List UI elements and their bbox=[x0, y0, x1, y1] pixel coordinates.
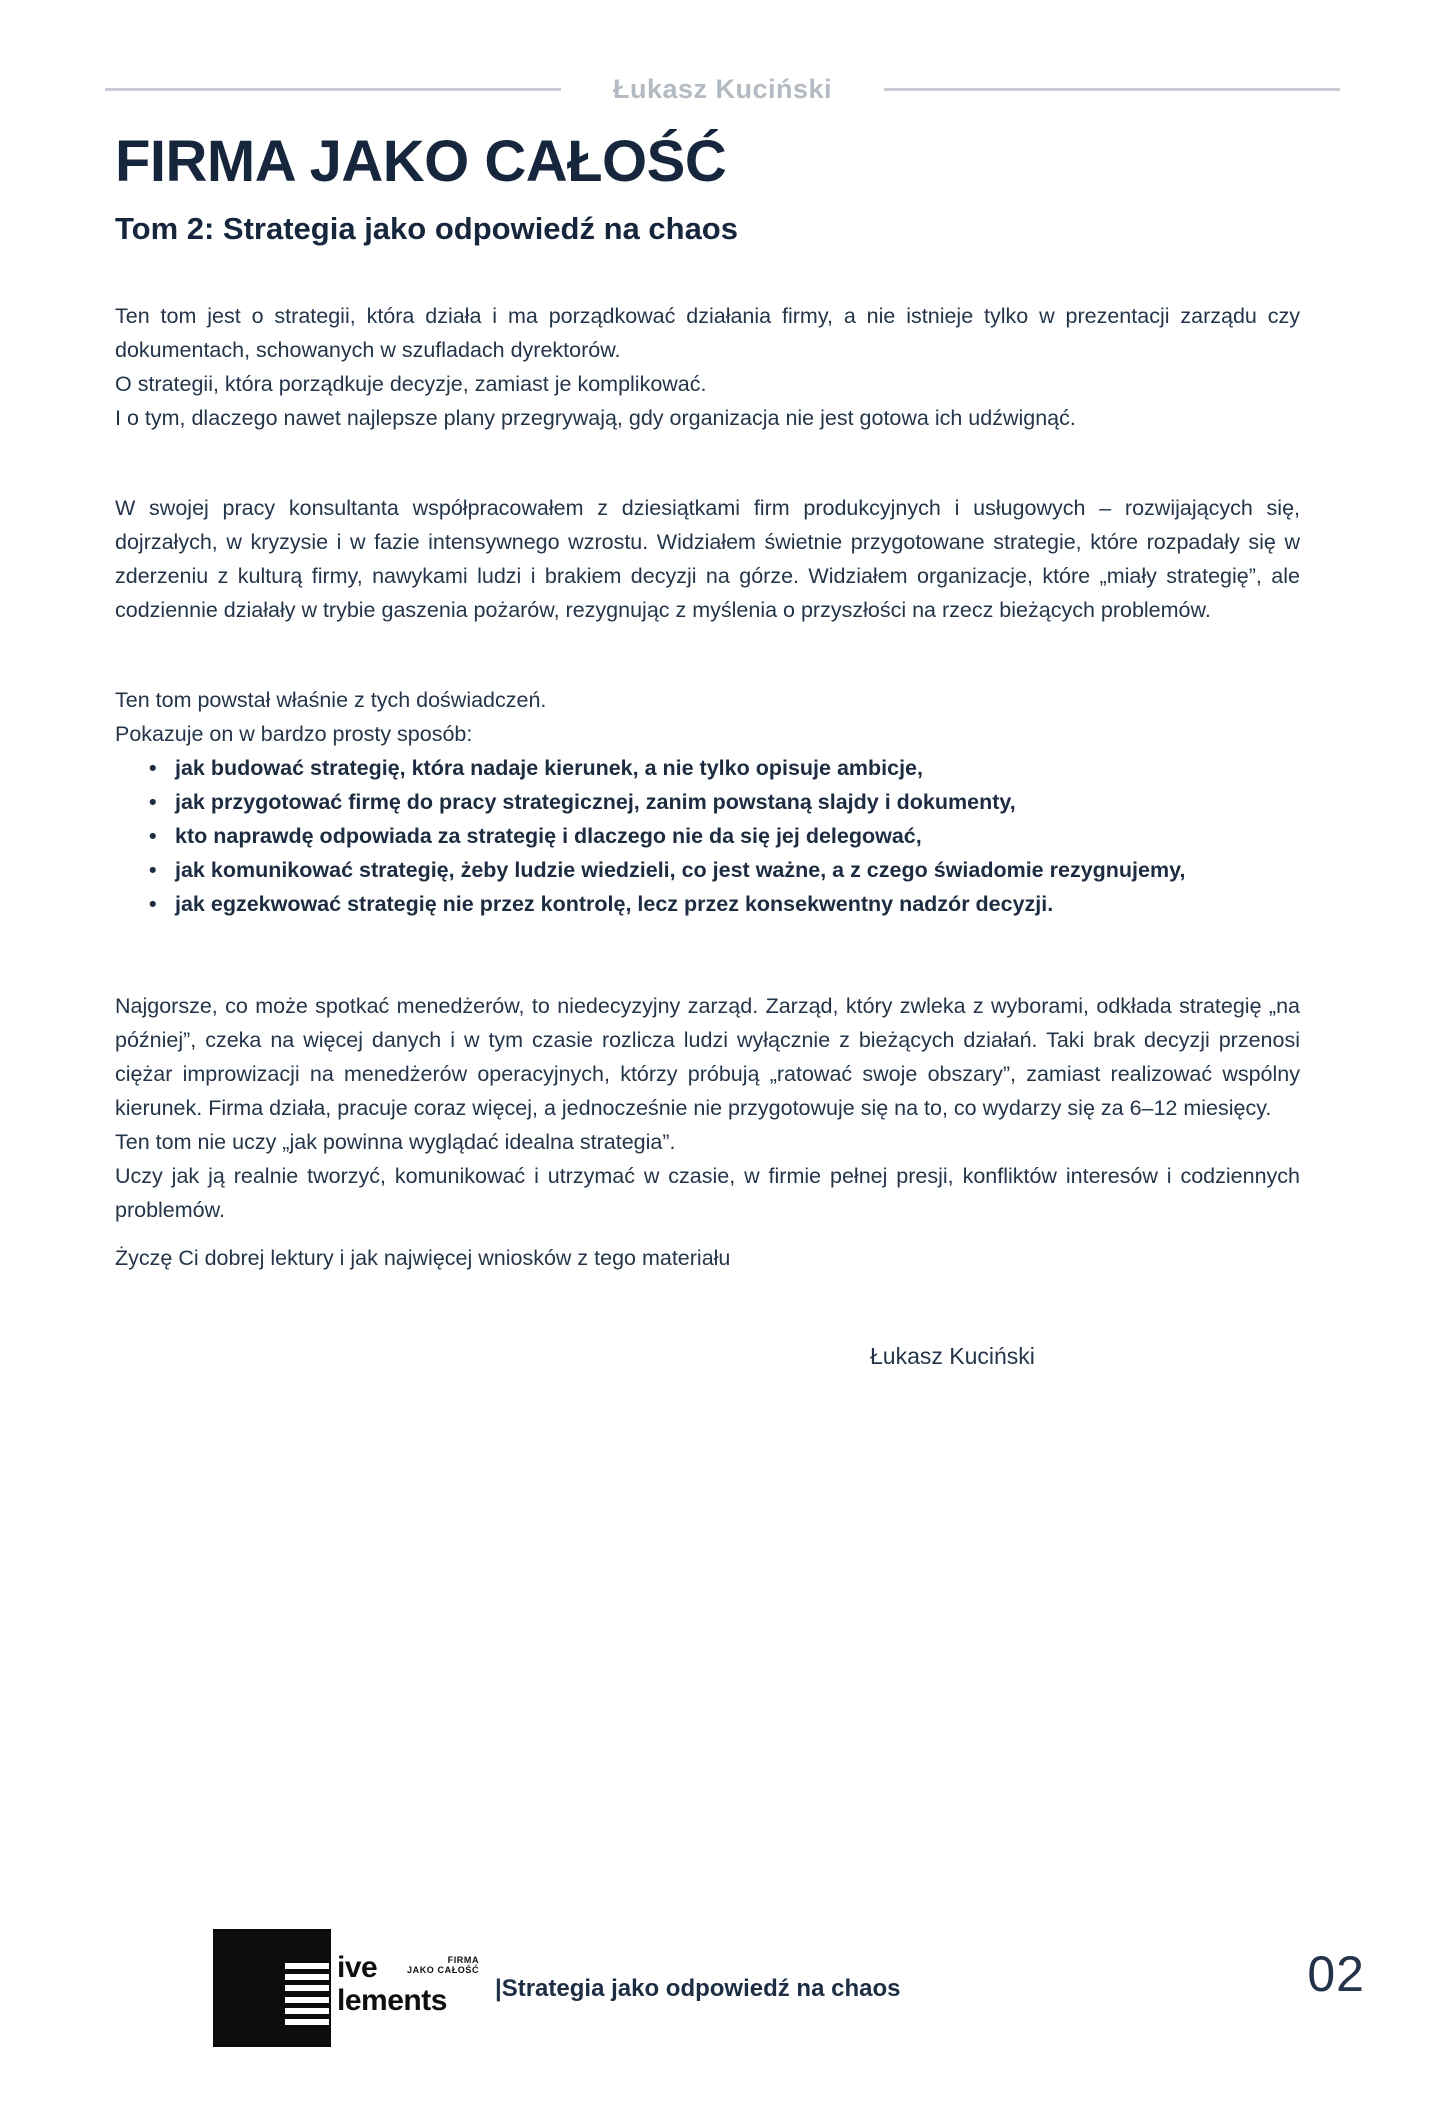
bullet-item: • kto naprawdę odpowiada za strategię i dlaczego nie da się jej delegować, bbox=[115, 819, 1300, 853]
page-title: FIRMA JAKO CAŁOŚĆ bbox=[115, 129, 727, 194]
warning-line-2: Ten tom nie uczy „jak powinna wyglądać idealna strategia”. bbox=[115, 1130, 676, 1154]
warning-line-3: Uczy jak ją realnie tworzyć, komunikować i utrzymać w czasie, w firmie pełnej presji, konfliktów interesów i codziennych problemów. bbox=[115, 1164, 1300, 1222]
leadin-line-2: Pokazuje on w bardzo prosty sposób: bbox=[115, 722, 473, 746]
bullet-item: • jak egzekwować strategię nie przez kontrolę, lecz przez konsekwentny nadzór decyzji. bbox=[115, 887, 1300, 921]
intro-line-2: O strategii, która porządkuje decyzje, zamiast je komplikować. bbox=[115, 372, 707, 396]
footer-book-title: |Strategia jako odpowiedź na chaos bbox=[495, 1975, 901, 2002]
logo-caption bbox=[407, 1955, 479, 1975]
experience-paragraph bbox=[115, 491, 1300, 627]
closing-paragraph bbox=[115, 1241, 1300, 1275]
document-page bbox=[0, 74, 1445, 2118]
logo-words bbox=[337, 1951, 480, 2017]
logo-word-bottom: lements bbox=[337, 1984, 447, 2017]
intro-paragraph bbox=[115, 299, 1300, 435]
bullet-item: • jak przygotować firmę do pracy strategicznej, zanim powstaną slajdy i dokumenty, bbox=[115, 785, 1300, 819]
intro-line-1: Ten tom jest o strategii, która działa i ma porządkować działania firmy, a nie istnieje tylko w prezentacji zarządu czy dokumentach, schowanych w szufladach dyrektorów. bbox=[115, 304, 1300, 362]
logo-square bbox=[213, 1929, 331, 2047]
page-header bbox=[105, 74, 1340, 105]
signature: Łukasz Kuciński bbox=[870, 1343, 1035, 1369]
page-number: 02 bbox=[1307, 1946, 1365, 2002]
logo-word-top: ive bbox=[337, 1951, 378, 1984]
page-footer bbox=[0, 1929, 1445, 2059]
intro-line-3: I o tym, dlaczego nawet najlepsze plany przegrywają, gdy organizacja nie jest gotowa ich udźwignąć. bbox=[115, 406, 1076, 430]
warning-line-1: Najgorsze, co może spotkać menedżerów, to niedecyzyjny zarząd. Zarząd, który zwleka z wyborami, odkłada strategię „na później”, czeka na więcej danych i w tym czasie rozlicza ludzi wyłącznie z bieżących działań. Taki brak decyzji przenosi ciężar improwizacji na menedżerów operacyjnych, którzy próbują „ratować swoje obszary”, zamiast realizować wspólny kierunek. Firma działa, pracuje coraz więcej, a jednocześnie nie przygotowuje się na to, co wydarzy się za 6–12 miesięcy. bbox=[115, 994, 1300, 1120]
logo-caption-line-1: FIRMA bbox=[447, 1955, 480, 1965]
header-rule-left bbox=[105, 88, 561, 91]
logo-e-bars-icon bbox=[285, 1997, 329, 2025]
author-name: Łukasz Kuciński bbox=[612, 74, 833, 104]
experience-text: W swojej pracy konsultanta współpracowałem z dziesiątkami firm produkcyjnych i usługowych – rozwijających się, dojrzałych, w kryzysie i w fazie intensywnego wzrostu. Widziałem świetnie przygotowane strategie, które rozpadały się w zderzeniu z kulturą firmy, nawykami ludzi i brakiem decyzji na górze. Widziałem organizacje, które „miały strategię”, ale codziennie działały w trybie gaszenia pożarów, rezygnując z myślenia o przyszłości na rzecz bieżących problemów. bbox=[115, 496, 1300, 622]
page-subtitle: Tom 2: Strategia jako odpowiedź na chaos bbox=[115, 211, 738, 246]
logo-f-bars-icon bbox=[285, 1963, 329, 1991]
bullet-list bbox=[115, 751, 1300, 921]
logo-caption-line-2: JAKO CAŁOŚĆ bbox=[407, 1965, 480, 1975]
leadin-paragraph bbox=[115, 683, 1300, 921]
warning-paragraph bbox=[115, 989, 1300, 1227]
bullet-item: • jak budować strategię, która nadaje kierunek, a nie tylko opisuje ambicje, bbox=[115, 751, 1300, 785]
bullet-item: • jak komunikować strategię, żeby ludzie wiedzieli, co jest ważne, a z czego świadomie rezygnujemy, bbox=[115, 853, 1300, 887]
leadin-line-1: Ten tom powstał właśnie z tych doświadczeń. bbox=[115, 688, 547, 712]
closing-text: Życzę Ci dobrej lektury i jak najwięcej wniosków z tego materiału bbox=[115, 1246, 731, 1270]
page-content bbox=[115, 299, 1300, 1275]
header-rule-right bbox=[884, 88, 1340, 91]
